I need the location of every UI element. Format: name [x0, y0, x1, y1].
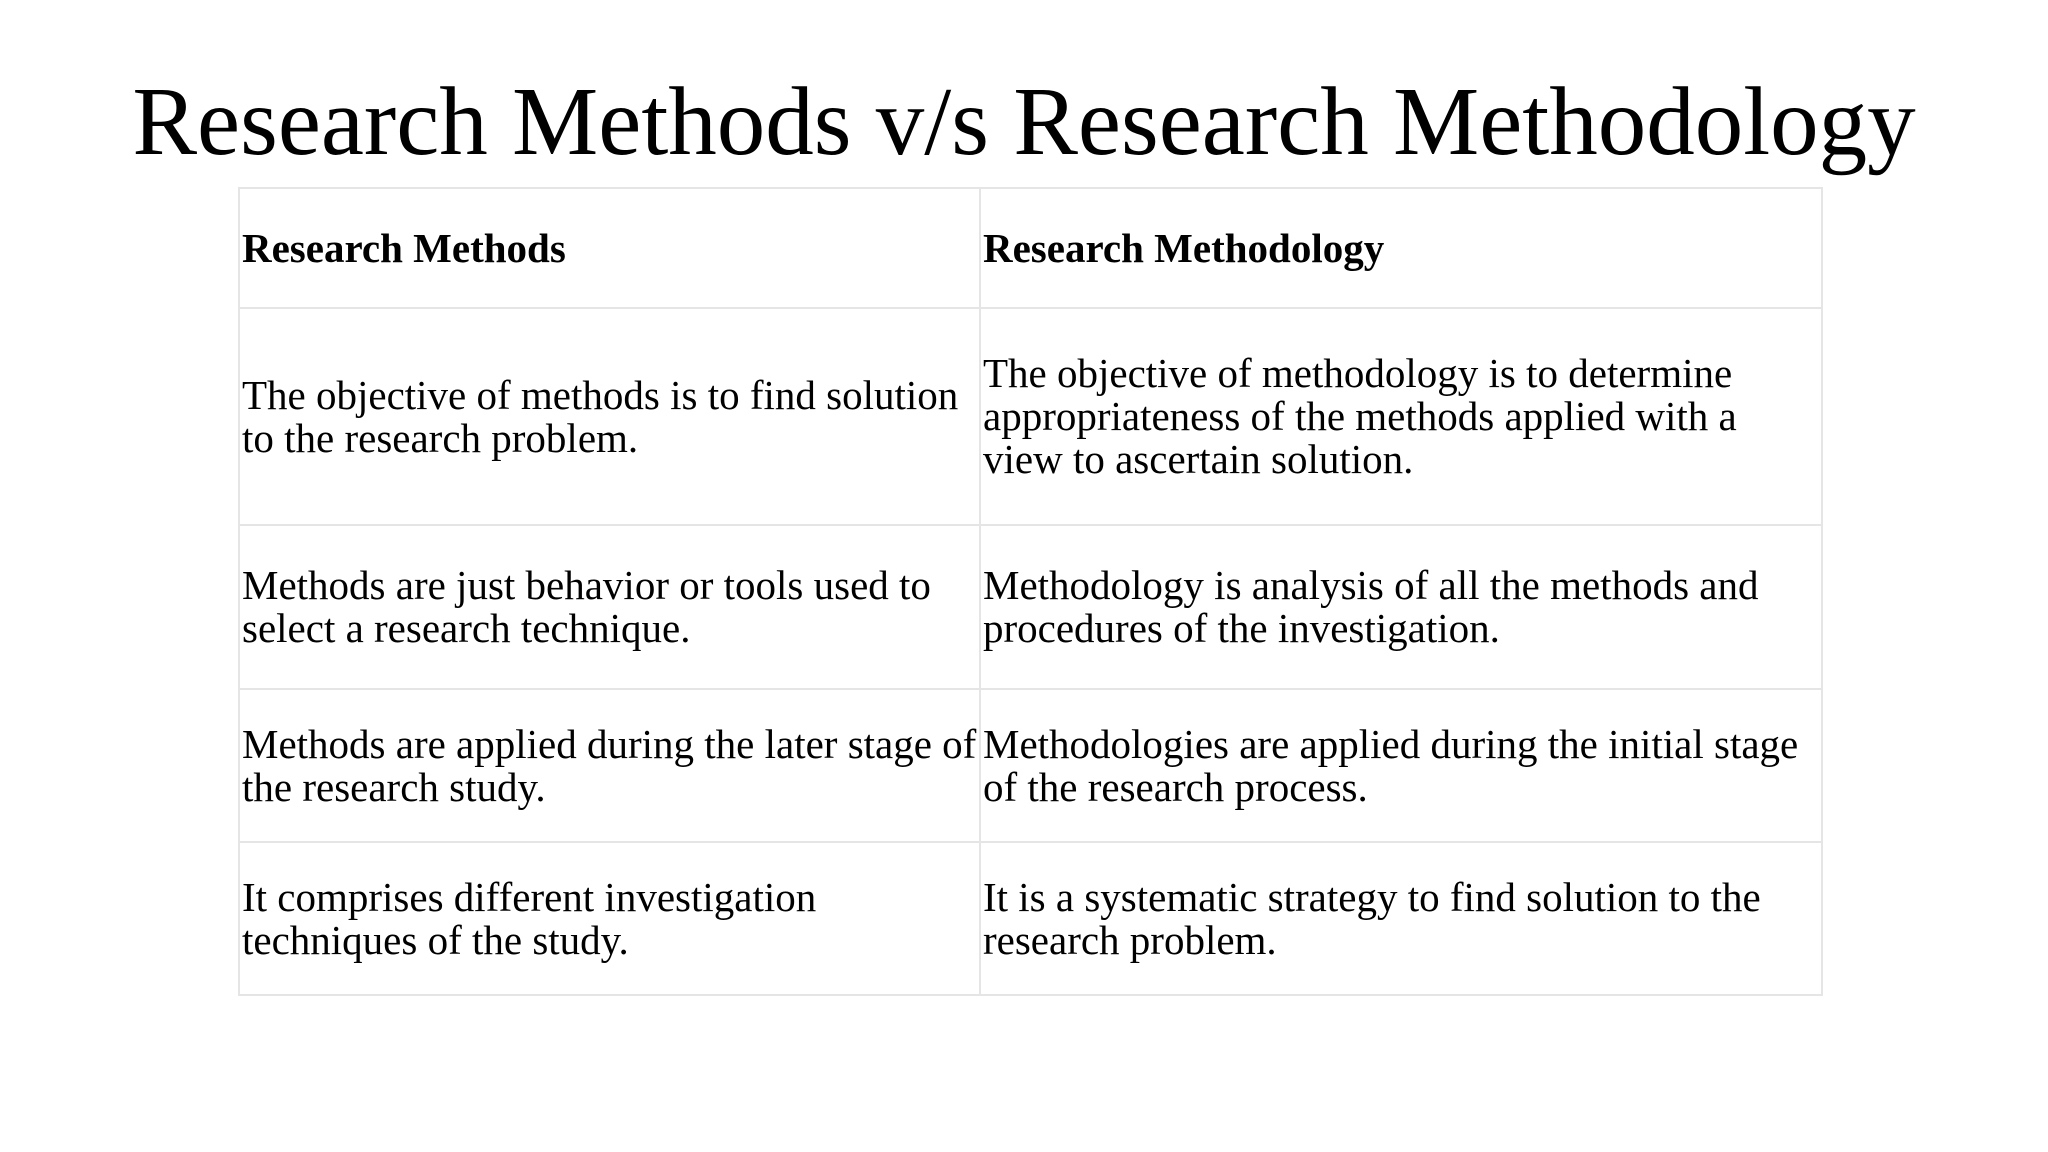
methodology-cell: It is a systematic strategy to find solution to the research problem.: [980, 842, 1822, 995]
methods-cell: Methods are applied during the later stage of the research study.: [239, 689, 980, 842]
header-research-methodology: Research Methodology: [980, 188, 1822, 308]
methods-cell: The objective of methods is to find solution to the research problem.: [239, 308, 980, 525]
table-row: [239, 689, 1822, 842]
methodology-cell: Methodologies are applied during the initial stage of the research process.: [980, 689, 1822, 842]
comparison-table: [238, 187, 1823, 996]
header-research-methods: Research Methods: [239, 188, 980, 308]
slide-title: Research Methods v/s Research Methodology: [132, 68, 1916, 175]
table-header-row: [239, 188, 1822, 308]
methods-cell: It comprises different investigation techniques of the study.: [239, 842, 980, 995]
table-row: [239, 842, 1822, 995]
table-row: [239, 308, 1822, 525]
methodology-cell: The objective of methodology is to determine appropriateness of the methods applied with a view to ascertain solution.: [980, 308, 1822, 525]
table-row: [239, 525, 1822, 689]
methods-cell: Methods are just behavior or tools used to select a research technique.: [239, 525, 980, 689]
methodology-cell: Methodology is analysis of all the methods and procedures of the investigation.: [980, 525, 1822, 689]
